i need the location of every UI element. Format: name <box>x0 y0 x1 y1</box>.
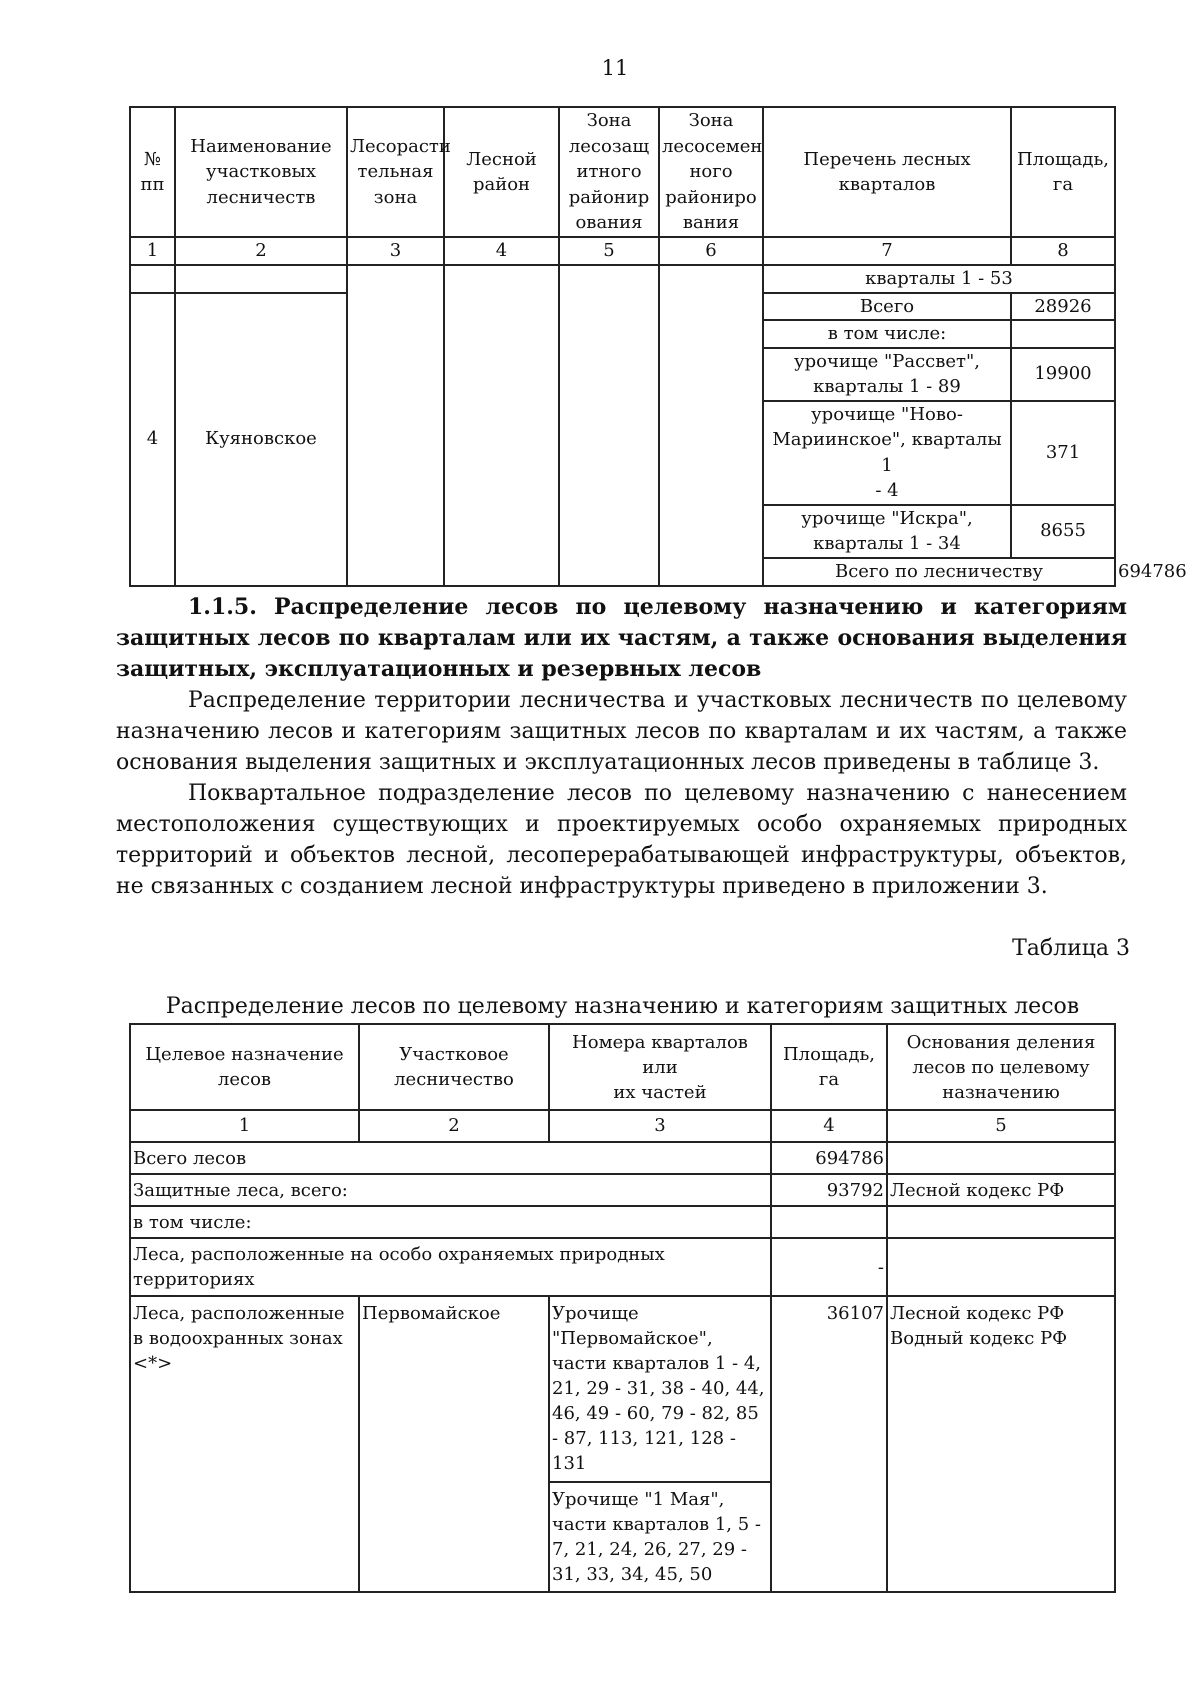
t3-header-area: Площадь, га <box>771 1024 887 1110</box>
t3-water-label: Леса, расположенные в водоохранных зонах <*> <box>130 1296 359 1592</box>
t1-first-row-quarters: кварталы 1 - 53 <box>763 265 1115 293</box>
t1-list-cell: урочище "Искра", кварталы 1 - 34 <box>763 505 1011 558</box>
t1-header-name: Наименование участковых лесничеств <box>175 107 347 237</box>
t3-header-quarters: Номера кварталов или их частей <box>549 1024 771 1110</box>
t1-colnum-6: 6 <box>659 237 763 265</box>
t3-including-label: в том числе: <box>130 1206 771 1238</box>
t1-area-cell <box>1011 320 1115 348</box>
t1-area-cell: 371 <box>1011 401 1115 505</box>
t3-header-district: Участковое лесничество <box>359 1024 549 1110</box>
t3-colnum-2: 2 <box>359 1110 549 1142</box>
t1-entry-name: Куяновское <box>175 293 347 586</box>
t3-water-quarters-a: Урочище "Первомайское", части кварталов 1 - 4, 21, 29 - 31, 38 - 40, 44, 46, 49 - 60, 79 - 82, 85 - 87, 113, 121, 128 - 131 <box>549 1296 771 1482</box>
table-row <box>130 265 1115 293</box>
t1-colnum-7: 7 <box>763 237 1011 265</box>
table3-title: Распределение лесов по целевому назначению и категориям защитных лесов <box>165 994 1080 1019</box>
t3-protective-basis: Лесной кодекс РФ <box>887 1174 1115 1206</box>
t3-colnum-3: 3 <box>549 1110 771 1142</box>
section-heading: 1.1.5. Распределение лесов по целевому назначению и категориям защитных лесов по кварталам или их частям, а также основания выделения защитных, эксплуатационных и резервных лесов <box>116 594 1127 682</box>
t1-list-cell: Всего <box>763 293 1011 321</box>
table-row <box>130 1296 1115 1482</box>
t3-total-area: 694786 <box>771 1142 887 1174</box>
table-row <box>130 1206 1115 1238</box>
table-row <box>130 1238 1115 1296</box>
t1-total-label: Всего по лесничеству <box>763 558 1115 586</box>
table-row <box>130 1174 1115 1206</box>
t1-header-number: № пп <box>130 107 175 237</box>
t1-list-cell: урочище "Ново- Мариинское", кварталы 1 - 4 <box>763 401 1011 505</box>
t1-colnum-5: 5 <box>559 237 659 265</box>
t1-header-protection-zone: Зона лесозащ итного районир ования <box>559 107 659 237</box>
t3-header-basis: Основания деления лесов по целевому назначению <box>887 1024 1115 1110</box>
t1-area-cell: 8655 <box>1011 505 1115 558</box>
page-number: 11 <box>601 56 629 80</box>
t1-list-cell: в том числе: <box>763 320 1011 348</box>
t3-oopt-label: Леса, расположенные на особо охраняемых природных территориях <box>130 1238 771 1296</box>
t3-colnum-5: 5 <box>887 1110 1115 1142</box>
t3-water-district: Первомайское <box>359 1296 549 1592</box>
t1-header-zone: Лесорасти тельная зона <box>347 107 444 237</box>
table3-header-row <box>130 1024 1115 1110</box>
table3-column-numbers <box>130 1110 1115 1142</box>
t3-header-purpose: Целевое назначение лесов <box>130 1024 359 1110</box>
table1-header-row <box>130 107 1115 237</box>
t1-colnum-8: 8 <box>1011 237 1115 265</box>
section-1-1-5 <box>116 592 1127 902</box>
t1-colnum-4: 4 <box>444 237 559 265</box>
t1-header-area: Площадь, га <box>1011 107 1115 237</box>
t1-total-row: Всего по лесничеству 694786 <box>130 558 1115 586</box>
t3-total-label: Всего лесов <box>130 1142 771 1174</box>
table3-label: Таблица 3 <box>1012 936 1130 961</box>
t3-water-basis: Лесной кодекс РФ Водный кодекс РФ <box>887 1296 1115 1592</box>
t1-area-cell: 28926 <box>1011 293 1115 321</box>
t1-entry-number: 4 <box>130 293 175 586</box>
table-row <box>130 1142 1115 1174</box>
section-paragraph-1: Распределение территории лесничества и участковых лесничеств по целевому назначению лесов и категориям защитных лесов по кварталам и их частям, а также основания выделения защитных и эксплуатационных лесов приведены в таблице 3. <box>116 688 1127 775</box>
t1-header-quarters: Перечень лесных кварталов <box>763 107 1011 237</box>
t1-header-district: Лесной район <box>444 107 559 237</box>
forest-districts-table <box>129 106 1187 587</box>
section-paragraph-2: Поквартальное подразделение лесов по целевому назначению с нанесением местоположения существующих и проектируемых особо охраняемых природных территорий и объектов лесной, лесоперерабатывающей инфраструктуры, объектов, не связанных с созданием лесной инфраструктуры приведено в приложении 3. <box>116 781 1127 899</box>
t3-colnum-1: 1 <box>130 1110 359 1142</box>
t1-colnum-1: 1 <box>130 237 175 265</box>
t3-water-area: 36107 <box>771 1296 887 1592</box>
t3-oopt-area: - <box>771 1238 887 1296</box>
t1-colnum-3: 3 <box>347 237 444 265</box>
t3-protective-label: Защитные леса, всего: <box>130 1174 771 1206</box>
t1-header-seed-zone: Зона лесосемен ного райониро вания <box>659 107 763 237</box>
t3-colnum-4: 4 <box>771 1110 887 1142</box>
forest-purpose-table <box>129 1023 1116 1593</box>
t1-list-cell: урочище "Рассвет", кварталы 1 - 89 <box>763 348 1011 401</box>
t3-protective-area: 93792 <box>771 1174 887 1206</box>
t3-total-basis <box>887 1142 1115 1174</box>
t1-area-cell: 19900 <box>1011 348 1115 401</box>
t1-colnum-2: 2 <box>175 237 347 265</box>
table1-column-numbers <box>130 237 1115 265</box>
t3-water-quarters-b: Урочище "1 Мая", части кварталов 1, 5 - 7, 21, 24, 26, 27, 29 - 31, 33, 34, 45, 50 <box>549 1482 771 1592</box>
